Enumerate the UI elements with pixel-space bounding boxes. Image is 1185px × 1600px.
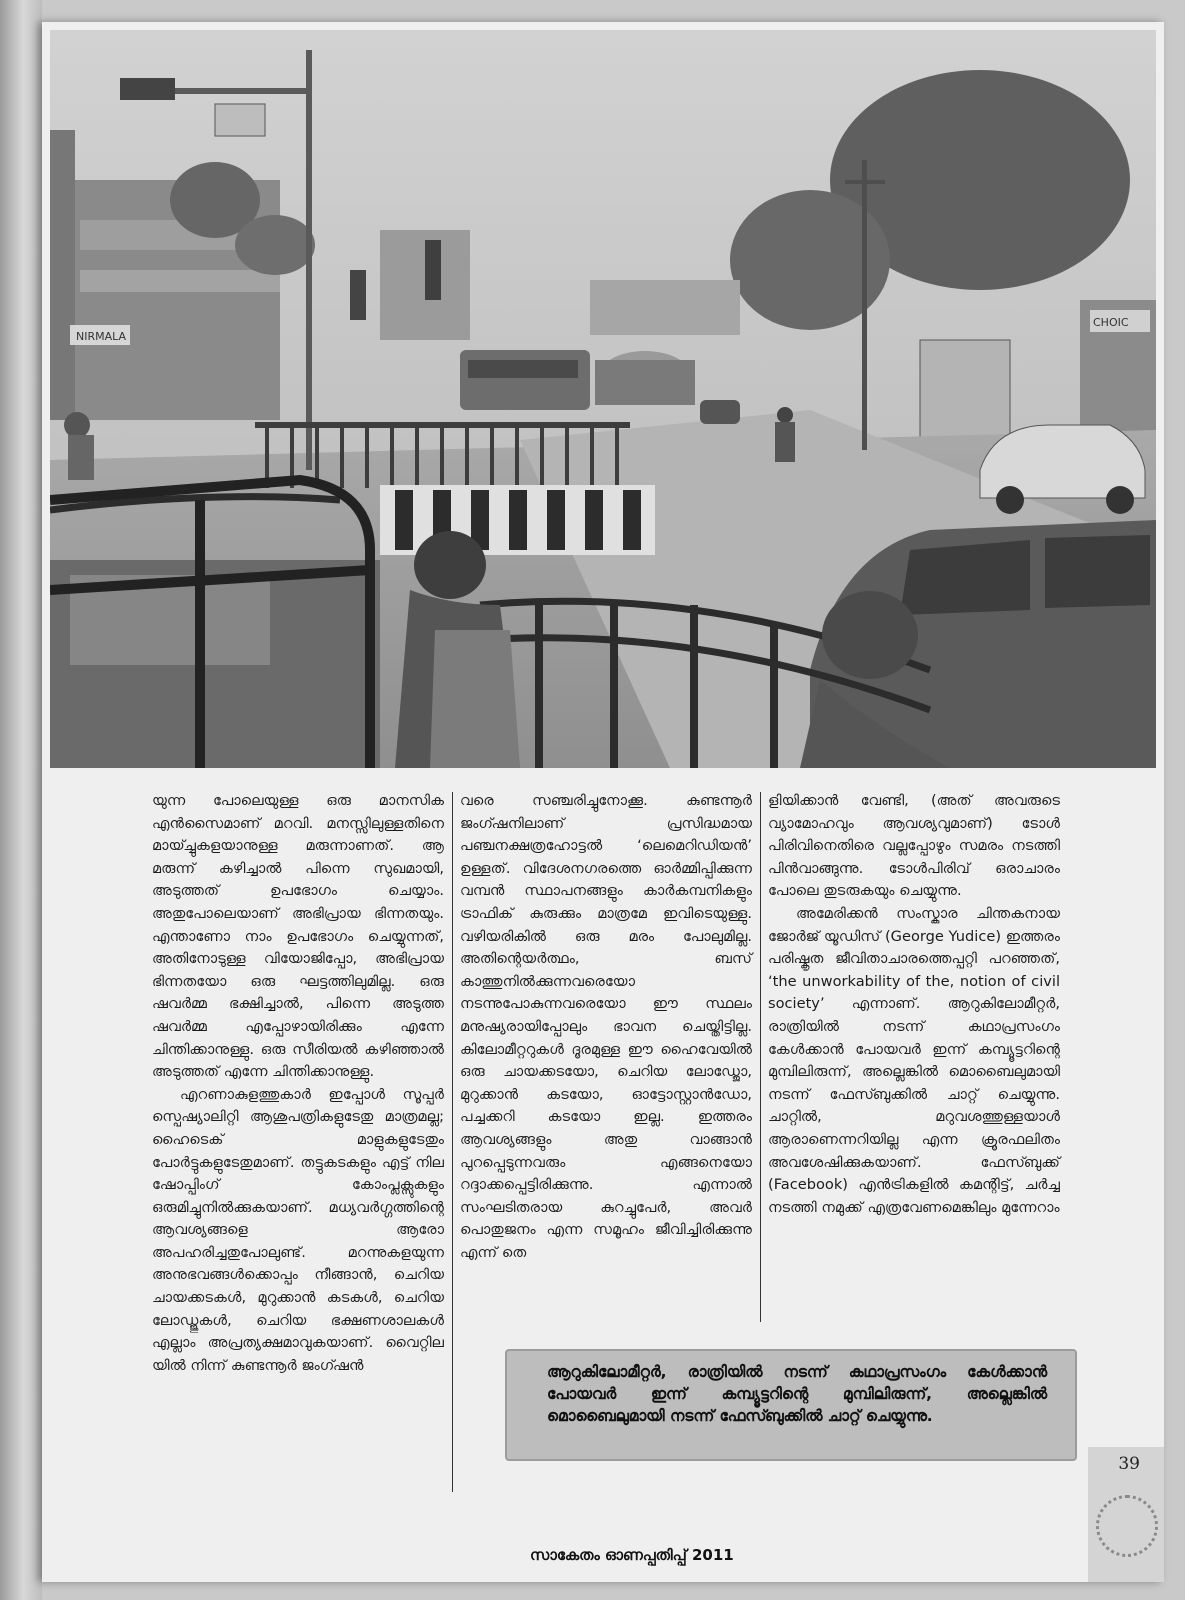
- page-number: 39: [1118, 1454, 1140, 1474]
- column-2-paragraph-1: വരെ സഞ്ചരിച്ചുനോക്കൂ. കുണ്ടന്നൂർ ജംഗ്ഷനിലാണ് പ്രസിദ്ധമായ പഞ്ചനക്ഷത്രഹോട്ടൽ ‘ലെമെറിഡിയൻ’ ഉള്ളത്. വിദേശനഗരത്തെ ഓർമ്മിപ്പിക്കുന്ന വമ്പൻ സ്ഥാപനങ്ങളും കാർകമ്പനികളും ട്രാഫിക് കുരുക്കും മാത്രമേ ഇവിടെയുള്ളു. വഴിയരികിൽ ഒരു മരം പോലുമില്ല. അതിന്റെയർത്ഥം, ബസ് കാത്തുനിൽക്കുന്നവരെയോ നടന്നുപോകുന്നവരെയോ ഈ സ്ഥലം മനുഷ്യരായിപ്പോലും ഭാവന ചെയ്തിട്ടില്ല. കിലോമീറ്ററുകൾ ദൂരമുള്ള ഈ ഹൈവേയിൽ ഒരു ചായക്കടയോ, ചെറിയ ലോഡ്ജോ, മുറുക്കാൻ കടയോ, ഓട്ടോസ്റ്റാൻഡോ, പച്ചക്കറി കടയോ ഇല്ല. ഇത്തരം ആവശ്യങ്ങളും അതു വാങ്ങാൻ പുറപ്പെടുന്നവരും എങ്ങനെയോ റദ്ദാക്കപ്പെട്ടിരിക്കുന്നു. എന്നാൽ സംഘടിതരായ കുറച്ചുപേർ, അവർ പൊതുജനം എന്ന സമൂഹം ജീവിച്ചിരിക്കുന്നു എന്ന് തെ: [460, 792, 752, 1261]
- article-column-3: [768, 790, 1060, 1219]
- column-rule: [760, 792, 761, 1322]
- photo-sign-text: NIRMALA: [76, 330, 127, 343]
- ornament-icon: [1096, 1495, 1158, 1557]
- street-junction-photo: [50, 30, 1156, 768]
- column-1-paragraph-1: യുന്ന പോലെയുള്ള ഒരു മാനസിക എൻസൈമാണ് മറവി. മനസ്സിലുള്ളതിനെ മായ്ച്ചുകളയാനുള്ള മരുന്നാണത്. ആ മരുന്ന് കഴിച്ചാൽ പിന്നെ സുഖമായി, അടുത്തത് ഉപഭോഗം ചെയ്യാം. അതുപോലെയാണ് അഭിപ്രായ ഭിന്നതയും. എന്താണോ നാം ഉപഭോഗം ചെയ്യുന്നത്, അതിനോടുള്ള വിയോജിപ്പോ, അഭിപ്രായ ഭിന്നതയോ ഒരു ഘട്ടത്തിലുമില്ല. ഒരു ഷവർമ്മ ഭക്ഷിച്ചാൽ, പിന്നെ അടുത്ത ഷവർമ്മ എപ്പോഴായിരിക്കും എന്നേ ചിന്തിക്കാനുള്ളു. ഒരു സീരിയൽ കഴിഞ്ഞാൽ അടുത്തത് എന്നേ ചിന്തിക്കാനുള്ളു.: [152, 792, 444, 1081]
- magazine-footer: സാകേതം ഓണപ്പതിപ്പ് 2011: [530, 1546, 734, 1564]
- article-column-1: [152, 790, 444, 1377]
- photo-sign-text: CHOIC: [1093, 316, 1129, 329]
- column-1-paragraph-2: എറണാകുളത്തുകാർ ഇപ്പോൾ സൂപ്പർ സ്പെഷ്യാലിറ്റി ആശുപത്രികളുടേതു മാത്രമല്ല; ഹൈടെക് മാളുകളുടേതും പോർട്ടുകളുടേതുമാണ്. തട്ടുകടകളും എട്ട് നില ഷോപ്പിംഗ് കോംപ്ലക്സുകളും ഒരുമിച്ചുനിൽക്കുകയാണ്. മധ്യവർഗ്ഗത്തിന്റെ ആവശ്യങ്ങളെ ആരോ അപഹരിച്ചതുപോലുണ്ട്. മറന്നുകളയുന്ന അനുഭവങ്ങൾക്കൊപ്പം നീങ്ങാൻ, ചെറിയ ചായക്കടകൾ, മുറുക്കാൻ കടകൾ, ചെറിയ ലോഡ്ജുകൾ, ചെറിയ ഭക്ഷണശാലകൾ എല്ലാം അപ്രത്യക്ഷമാവുകയാണ്. വൈറ്റില യിൽ നിന്ന് കുണ്ടന്നൂർ ജംഗ്ഷൻ: [152, 1085, 444, 1374]
- magazine-page: [42, 22, 1164, 1582]
- photo-illustration: [50, 30, 1156, 768]
- column-3-paragraph-1: ളിയിക്കാൻ വേണ്ടി, (അത് അവരുടെ വ്യാമോഹവും ആവശ്യവുമാണ്) ടോൾ പിരിവിനെതിരെ വല്ലപ്പോഴും സമരം നടത്തി പിൻവാങ്ങുന്നു. ടോൾപിരിവ് ഒരാചാരം പോലെ തുടരുകയും ചെയ്യുന്നു.: [768, 792, 1060, 900]
- pull-quote-box: [505, 1349, 1077, 1461]
- pull-quote-text: ആറുകിലോമീറ്റർ, രാത്രിയിൽ നടന്ന് കഥാപ്രസംഗം കേൾക്കാൻ പോയവർ ഇന്ന് കമ്പ്യൂട്ടറിന്റെ മുമ്പിലിരുന്ന്, അല്ലെങ്കിൽ മൊബൈലുമായി നടന്ന് ഫേസ്ബുക്കിൽ ചാറ്റ് ചെയ്യുന്നു.: [547, 1363, 1047, 1425]
- article-column-2: [460, 790, 752, 1264]
- column-3-paragraph-2: അമേരിക്കൻ സംസ്കാര ചിന്തകനായ ജോർജ് യൂഡിസ് (George Yudice) ഇത്തരം പരിഷ്കൃത ജീവിതാചാരത്തെപ്പറ്റി പറഞ്ഞത്, ‘the unworkability of the, notion of civil society’ എന്നാണ്. ആറുകിലോമീറ്റർ, രാത്രിയിൽ നടന്ന് കഥാപ്രസംഗം കേൾക്കാൻ പോയവർ ഇന്ന് കമ്പ്യൂട്ടറിന്റെ മുമ്പിലിരുന്ന്, അല്ലെങ്കിൽ മൊബൈലുമായി നടന്ന് ഫേസ്ബുക്കിൽ ചാറ്റ് ചെയ്യുന്നു. ചാറ്റിൽ, മറുവശത്തുള്ളയാൾ ആരാണെന്നറിയില്ല എന്ന ക്രൂരഫലിതം അവശേഷിക്കുകയാണ്. ഫേസ്ബുക്ക് (Facebook) എൻട്രികളിൽ കമന്റിട്ട്, ചർച്ച നടത്തി നമുക്ക് എത്രവേണമെങ്കിലും മുന്നേറാം: [768, 904, 1060, 1216]
- scan-edge: [0, 0, 42, 1600]
- column-rule: [452, 792, 453, 1492]
